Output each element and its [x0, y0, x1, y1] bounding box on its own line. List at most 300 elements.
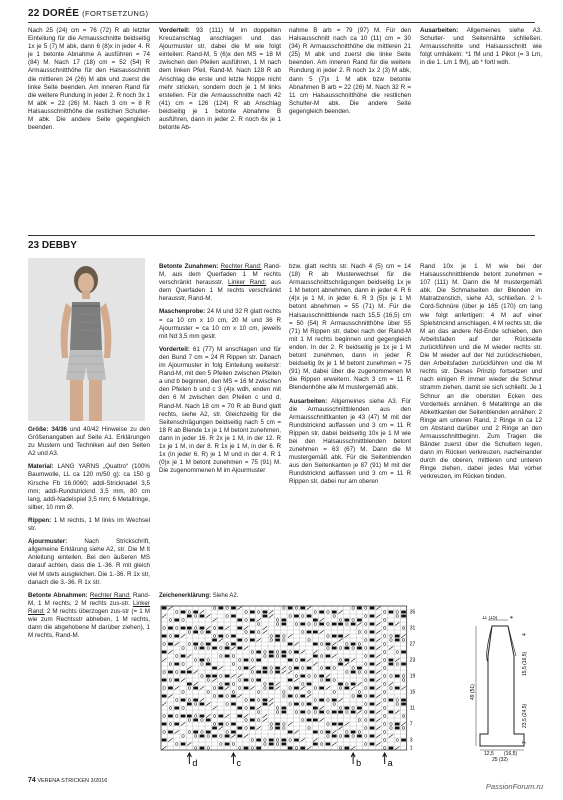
chart-cell-filled [288, 659, 293, 662]
chart-cell-filled [162, 695, 167, 698]
chart-cell-filled [212, 667, 217, 670]
dim-side2: 4 [522, 633, 528, 636]
chart-cell-filled [269, 739, 274, 742]
chart-cell-filled [212, 647, 217, 650]
chart-cell-filled [357, 707, 362, 710]
body-text: Hinweise zu den Größenangaben auf Seite A1. Erklärungen zu Mustern und Techniken auf den Seiten A2 und A3. [28, 426, 150, 458]
chart-cell-filled [275, 727, 280, 730]
chart-cell-filled [187, 703, 192, 706]
chart-cell-filled [256, 651, 261, 654]
chart-cell-filled [219, 607, 224, 610]
page-footer [28, 777, 107, 784]
chart-cell-filled [206, 719, 211, 722]
chart-cell-filled [275, 667, 280, 670]
chart-cell-filled [332, 711, 337, 714]
chart-cell-filled [307, 631, 312, 634]
chart-row-label: 11 [409, 705, 415, 712]
chart-cell-filled [244, 679, 249, 682]
chart-cell-filled [250, 699, 255, 702]
body-text: Rand-M, aus dem Querfaden 1 M rechts verschränkt herausstr. [159, 263, 281, 287]
chart-cell-filled [200, 715, 205, 718]
chart-cell-filled [263, 667, 268, 670]
top-col-4 [420, 27, 542, 72]
chart-cell-filled [401, 651, 406, 654]
chart-cell-filled [250, 727, 255, 730]
chart-cell-filled [345, 687, 350, 690]
section-name: DORÉE [42, 8, 80, 19]
chart-legend [159, 593, 238, 599]
chart-cell-filled [326, 655, 331, 658]
chart-cell-filled [282, 711, 287, 714]
chart-cell-filled [200, 659, 205, 662]
chart-cell-filled [237, 727, 242, 730]
dim-bottom: 12,5 [484, 751, 494, 757]
chart-cell-filled [237, 627, 242, 630]
chart-cell-filled [401, 703, 406, 706]
top-col-2 [159, 27, 281, 137]
model-photo [28, 258, 145, 421]
chart-cell-filled [275, 635, 280, 638]
label-betonte-zunahmen: Betonte Zunahmen: [159, 263, 219, 270]
chart-cell-filled [338, 635, 343, 638]
chart-cell-filled [395, 635, 400, 638]
chart-cell-filled [174, 723, 179, 726]
body-text: Allgemeines siehe A3. Schulter- und Seitennähte schließen. Armausschnitte und Halsausschnitt wie folgt umhäkeln: *1 fM und 1 Pikot (= 3 Lm, in die 1. Lm 1 fM), ab * fortl wdh. [420, 27, 542, 67]
chart-cell-filled [212, 727, 217, 730]
chart-cell-filled [231, 695, 236, 698]
chart-cell-filled [256, 679, 261, 682]
chart-cell-filled [326, 679, 331, 682]
garment-schematic [470, 616, 550, 762]
chart-cell-filled [313, 707, 318, 710]
chart-arrows [187, 753, 392, 768]
chart-cell-filled [370, 655, 375, 658]
chart-cell-filled [370, 719, 375, 722]
chart-cell-filled [345, 707, 350, 710]
chart-cell-filled [231, 703, 236, 706]
chart-cell-filled [332, 611, 337, 614]
label-vorderteil: Vorderteil: [159, 27, 190, 34]
label-rechter-rand: Rechter Rand: [89, 591, 131, 599]
chart-cell-filled [206, 643, 211, 646]
chart-cell-filled [300, 747, 305, 750]
chart-cell-filled [244, 747, 249, 750]
chart-cell-filled [231, 731, 236, 734]
label-groesse: Größe: 34/36 [28, 426, 68, 433]
chart-cell-filled [225, 655, 230, 658]
chart-cell-filled [206, 731, 211, 734]
chart-cell-filled [288, 643, 293, 646]
knitting-chart [159, 604, 429, 782]
chart-cell-filled [300, 607, 305, 610]
body-text: Nach Strickschrift, allgemeine Erklärung siehe A2, str. Die M lt Anleitung einteilen. Bei den äußeren MS darauf achten, dass die 1.-36. R mit gleich viel M stets ausgleichen. Die 1.-36. R 1x str, danach die 3.-36. R 1x str. [28, 538, 150, 586]
chart-cell-filled [300, 659, 305, 662]
chart-cell-filled [389, 611, 394, 614]
body-text: aus dem Querfaden 1 M rechts verschränkt herausstr, Rand-M. [159, 279, 281, 303]
chart-cell-filled [319, 699, 324, 702]
chart-cell-filled [187, 627, 192, 630]
chart-cell-filled [389, 659, 394, 662]
chart-cell-filled [389, 699, 394, 702]
chart-row-label: 31 [409, 625, 416, 632]
section-number: 22 [28, 8, 40, 19]
chart-cell-filled [370, 631, 375, 634]
chart-cell-filled [370, 647, 375, 650]
col-4 [420, 263, 542, 487]
model-photo-illustration [28, 258, 145, 421]
chart-cell-filled [389, 711, 394, 714]
chart-cell-filled [338, 723, 343, 726]
chart-row-label: 19 [409, 673, 416, 680]
chart-cell-filled [294, 667, 299, 670]
chart-cell-filled [332, 635, 337, 638]
section-name: DEBBY [41, 240, 77, 251]
chart-cell-filled [326, 643, 331, 646]
chart-cell-filled [345, 735, 350, 738]
label-ausarbeiten: Ausarbeiten: [420, 27, 459, 34]
chart-cell-filled [395, 723, 400, 726]
chart-cell-filled [256, 747, 261, 750]
chart-cell-filled [338, 683, 343, 686]
chart-cell-filled [181, 743, 186, 746]
chart-row-label: 35 [409, 609, 416, 616]
chart-cell-filled [401, 611, 406, 614]
chart-cell-filled [389, 747, 394, 750]
chart-cell-filled [294, 703, 299, 706]
chart-cell-filled [389, 623, 394, 626]
body-text: nahme B arb = 79 (97) M. Für den Halsausschnitt nach ca 10 (11) cm = 30 (34) R Armausschnitthöhe die mittleren 21 (25) M abk und zuerst die linke Seite beenden. Am inneren Rand für die weitere Rundung in jeder 2. R noch 1x 2 (3) M abk, dann 5 (7)x 1 M abk bzw betonte Abnahmen B arb = 22 (26) M. Nach 32 R = 11 cm Halsausschnitthöhe die restlichen Schulter-M abk. Die andere Seite gegengleich beenden. [289, 27, 411, 115]
chart-cell-filled [244, 667, 249, 670]
label-maschenprobe: Maschenprobe: [159, 308, 206, 316]
chart-cell-filled [162, 651, 167, 654]
chart-cell-filled [294, 651, 299, 654]
label-ajourmuster: Ajourmuster: [28, 538, 68, 546]
chart-cell-filled [345, 659, 350, 662]
chart-cell-filled [212, 639, 217, 642]
chart-cell-filled [401, 699, 406, 702]
dim-bottom2: (16,5) [504, 751, 518, 757]
chart-cell-filled [193, 643, 198, 646]
chart-cell-filled [351, 683, 356, 686]
chart-cell-filled [219, 695, 224, 698]
chart-row-label: 15 [409, 689, 416, 696]
chart-arrow [187, 753, 191, 764]
chart-cell-filled [244, 687, 249, 690]
chart-cell-filled [351, 643, 356, 646]
chart-cell-filled [168, 643, 173, 646]
body-text: bzw. glatt rechts str. Nach 4 (5) cm = 14 (18) R ab Musterwechsel für die Armausschnittschrägungen beidseitig 1x je 1 M betont abnehmen, dann in jeder 4. R 6 (4)x je 1 M, in jeder 6. R 3 (5)x je 1 M betont abnehmen = 55 (71) M. Für die Halsausschnittblende nach 15,5 (16,5) cm = 50 (54) R Armausschnitthöhe über 55 (71) M Rippen str, dabei nach der Rand-M mit 1 M rechts beginnen und gegengleich enden. In der 2. R beidseitig je 1x je 1 M betont zunehmen, dann in jeder R beidseitig 9x je 1 M betont zunehmen = 75 (91) M, dabei über die zugenommenen M die Rippen erweitern. Nach 3 cm = 11 R Blendenhöhe alle M mustergemäß abk. [289, 263, 411, 392]
chart-cell-filled [187, 683, 192, 686]
chart-cell-filled [307, 615, 312, 618]
dim-bottom3: 25 (32) [492, 757, 508, 762]
chart-cell-filled [294, 739, 299, 742]
chart-cell-filled [332, 735, 337, 738]
chart-cell-filled [200, 735, 205, 738]
chart-cell-filled [307, 703, 312, 706]
chart-cell-filled [319, 623, 324, 626]
chart-cell-filled [370, 623, 375, 626]
chart-cell-filled [200, 747, 205, 750]
chart-row-labels [410, 610, 416, 752]
chart-cell-filled [370, 735, 375, 738]
body-text: Rand-M, 1 M rechts, 2 M rechts zus-str. [28, 591, 150, 607]
chart-cell-filled [231, 615, 236, 618]
dim-side: 15,5 (16,5) [522, 651, 528, 676]
chart-row-label: 7 [409, 721, 413, 728]
chart-cell-filled [181, 671, 186, 674]
chart-cell-filled [237, 639, 242, 642]
chart-cell-filled [319, 675, 324, 678]
chart-cell-filled [370, 743, 375, 746]
chart-cell-filled [250, 611, 255, 614]
chart-cell-filled [300, 695, 305, 698]
chart-cell-filled [269, 683, 274, 686]
chart-cell-filled [300, 711, 305, 714]
chart-cell-filled [401, 663, 406, 666]
chart-cell-filled [250, 639, 255, 642]
body-text: 1 M rechts, 1 M links im Wechsel str. [28, 516, 150, 533]
chart-cell-filled [174, 679, 179, 682]
chart-cell-filled [231, 723, 236, 726]
chart-cell-filled [370, 679, 375, 682]
dim-ribbing: 7 [522, 741, 528, 744]
section-title-debby [28, 240, 77, 251]
chart-cell-filled [237, 735, 242, 738]
chart-cell-filled [288, 747, 293, 750]
chart-arrow-letter: b [356, 758, 362, 768]
label-betonte-abnahmen: Betonte Abnahmen: [28, 591, 88, 599]
chart-cell-filled [269, 655, 274, 658]
chart-cell-filled [294, 687, 299, 690]
chart-cell-filled [395, 727, 400, 730]
chart-cell-filled [326, 667, 331, 670]
chart-cell-filled [288, 607, 293, 610]
chart-cell-filled [250, 631, 255, 634]
chart-cell-filled [319, 687, 324, 690]
chart-cell-filled [231, 607, 236, 610]
chart-cell-filled [389, 663, 394, 666]
chart-cell-filled [370, 607, 375, 610]
chart-cell-filled [282, 655, 287, 658]
chart-cell-filled [193, 611, 198, 614]
chart-cell-filled [269, 651, 274, 654]
body-text: Rand 10x je 1 M wie bei der Halsausschnittblende betont zunehmen = 107 (111) M. Dann die M mustergemäß abk. Die Schmalseiten der Blenden im Matratzenstich, siehe A3, schließen. 2 I-Cord-Schnüre (über je 165 (170) cm lang wie folgt anfertigen: 4 M auf einer Spielstricknd anschlagen, 4 M rechts str, die M an das andere Nd-Ende schieben, den Arbeitsfaden auf der Rückseite zurückführen und die M wieder rechts str. Die M wieder auf der Nd zurückschieben, den Arbeitsfaden zurückführen und die M rechts str. Dieses Prinzip fortsetzen und nach einigen R immer wieder die Schnur stramm ziehen, damit sie sich schließt. Je 1 Schnur an die obersten Ecken des Vorderteils annähen. 6 Metallringe an die Abkettkanten der Seitenblenden annähen: 2 Ringe am unteren Rand, 2 Ringe in ca 12 cm Abstand darüber und 2 Ringe an den Armausschnittbeginn. Zum Tragen die Bänder zuerst über die Schultern legen, dann im Rücken verkreuzen, nacheinander durch die oberen, mittleren und unteren Ringe ziehen, dabei jedes Mal vorher verkreuzen, im Rücken binden. [420, 263, 542, 481]
chart-cell-filled [168, 731, 173, 734]
chart-cell-filled [269, 687, 274, 690]
body-text: LANG YARNS „Quattro“ (100% Baumwolle, LL ca 120 m/50 g): ca 150 g Kirsche Fb 16.0060; addi-Stricknadel 3,5 mm; addi-Rundstricknd 3,5 mm, 80 cm lang, addi-Nadelspiel 3,5 mm; 6 Metallringe, silber, 10 mm Ø. [28, 463, 150, 511]
chart-cell-filled [307, 719, 312, 722]
chart-cell-filled [275, 639, 280, 642]
chart-cell-filled [174, 663, 179, 666]
chart-legend-text: Siehe A2. [212, 593, 239, 599]
chart-cell-filled [219, 627, 224, 630]
chart-cell-filled [332, 723, 337, 726]
chart-cell-filled [219, 723, 224, 726]
chart-cell-filled [300, 623, 305, 626]
chart-cell-filled [288, 695, 293, 698]
chart-cell-filled [237, 619, 242, 622]
chart-cell-filled [395, 687, 400, 690]
chart-cell-filled [193, 731, 198, 734]
chart-cell-filled [395, 639, 400, 642]
chart-cell-filled [395, 675, 400, 678]
chart-cell-filled [244, 659, 249, 662]
chart-cell-filled [181, 655, 186, 658]
chart-cell-filled [288, 731, 293, 734]
chart-cell-filled [370, 711, 375, 714]
chart-cell-filled [200, 703, 205, 706]
chart-cell-filled [193, 687, 198, 690]
mid-col [159, 263, 281, 480]
label-rippen: Rippen: [28, 516, 52, 524]
chart-cell-filled [219, 687, 224, 690]
chart-legend-label: Zeichenerklärung: [159, 593, 212, 599]
watermark: PassionForum.ru [485, 782, 543, 791]
chart-cell-filled [319, 711, 324, 714]
section-rule [28, 235, 535, 236]
chart-cell-filled [181, 611, 186, 614]
page-number: 74 [28, 777, 36, 784]
chart-cell-filled [275, 671, 280, 674]
chart-cell-filled [206, 631, 211, 634]
chart-cell-filled [256, 659, 261, 662]
body-text: 2 M rechts überzogen zus-str (= 1 M wie zum Rechtsstr abheben, 1 M rechts, dann die abgehobene M darüber ziehen), 1 M rechts, Rand-M. [28, 607, 150, 640]
chart-cell-filled [263, 671, 268, 674]
chart-cell-filled [319, 611, 324, 614]
chart-cell-filled [256, 671, 261, 674]
chart-cell-filled [212, 735, 217, 738]
section-number: 23 [28, 240, 40, 251]
chart-arrow [383, 753, 387, 764]
section-title-doree [28, 8, 148, 19]
chart-cell-filled [187, 715, 192, 718]
chart-cell-filled [313, 655, 318, 658]
chart-cell-filled [263, 611, 268, 614]
chart-cell-filled [206, 675, 211, 678]
chart-cell-filled [237, 715, 242, 718]
chart-cell-filled [357, 607, 362, 610]
chart-cell-filled [168, 687, 173, 690]
chart-arrow-letter: c [236, 758, 241, 768]
chart-row-label: 1 [409, 745, 413, 752]
chart-cell-filled [370, 703, 375, 706]
chart-cell-filled [225, 683, 230, 686]
chart-cell-filled [338, 663, 343, 666]
body-text: 61 (77) M anschlagen und für den Bund 7 cm = 24 R Rippen str. Danach im Ajourmuster in folg Einteilung weiterstr: Rand-M, mit den 5 Pfeilen zwischen Pfeilen a und b beginnen, den MS = 16 M zwischen den Pfeilen b und c 3 (4)x wdh, enden mit den 6 M zwischen den Pfeilen c und d, Rand-M. Nach 18 cm = 70 R ab Bund glatt rechts, siehe A2, str. Gleichzeitig für die Seitenschrägungen beidseitig nach 5 cm = 18 R ab Blende 1x je 1 M betont zunehmen, dann in jeder 16. R 2x je 1 M, in der 12. R 1x je 1 M, in der 8. R 1x je 1 M, in der 6. R 1x (in jeder 6. R) je 1 M und in der 4. R 1 (0)x je 1 M betont zunehmen = 75 (91) M. Die zugenommenen M im Ajourmuster [159, 345, 281, 475]
section-subtitle: (FORTSETZUNG) [82, 9, 149, 18]
chart-cell-filled [313, 731, 318, 734]
chart-cell-filled [357, 619, 362, 622]
chart-cell-filled [174, 707, 179, 710]
chart-cell-filled [332, 647, 337, 650]
chart-cell-filled [351, 623, 356, 626]
magazine-name: VERENA STRICKEN 3/2016 [37, 778, 108, 784]
chart-cell-filled [313, 719, 318, 722]
chart-cell-filled [206, 663, 211, 666]
body-text: 24 M und 32 R glatt rechts = ca 10 cm x 10 cm, 20 M und 36 R Ajourmuster = ca 10 cm x 10 cm, jeweils mit Nd 3,5 mm gestr. [159, 308, 281, 340]
chart-cell-filled [370, 615, 375, 618]
schematic-outline [480, 626, 524, 746]
top-col-3 [289, 27, 411, 121]
chart-row-label: 27 [409, 641, 416, 648]
chart-cell-filled [313, 631, 318, 634]
chart-cell-filled [219, 715, 224, 718]
chart-cell-filled [225, 647, 230, 650]
chart-cell-filled [193, 631, 198, 634]
chart-cell-filled [162, 635, 167, 638]
chart-arrow [351, 753, 355, 764]
body-text: 93 (111) M im doppelten Kreuzanschlag anschlagen und das Ajourmuster str, dabei die M wie folgt einteilen: Rand-M, 5 (6)x den MS = 18 M zwischen den Pfeilen ausführen, 1 M nach dem linken Pfeil, Rand-M. Nach 128 R ab Anschlag die erste und letzte Noppe nicht mehr stricken, sondern doch je 1 M links erstellen. Für die Armausschnitte nach 42 (41) cm = 126 (124) R ab Anschlag beidseitig je 1 betonte Abnahme B ausführen, dann in jeder 2. R noch 6x je 1 betonte Ab- [159, 27, 281, 132]
chart-cell-filled [357, 647, 362, 650]
chart-cell-filled [370, 663, 375, 666]
chart-cell-filled [250, 719, 255, 722]
chart-cell-filled [338, 623, 343, 626]
chart-cell-filled [326, 743, 331, 746]
chart-cell-filled [294, 615, 299, 618]
chart-arrow-letter: a [387, 758, 393, 768]
chart-cell-filled [237, 647, 242, 650]
label-linker-rand: Linker Rand: [227, 279, 267, 287]
size-rest: und 40/42 [69, 426, 99, 433]
chart-cell-filled [200, 647, 205, 650]
chart-cell-filled [332, 699, 337, 702]
chart-cell-filled [193, 719, 198, 722]
chart-cell-filled [200, 615, 205, 618]
label-rechter-rand: Rechter Rand: [220, 263, 262, 270]
chart-cell-filled [174, 635, 179, 638]
chart-cell-filled [351, 711, 356, 714]
chart-cell-filled [282, 707, 287, 710]
chart-cell-filled [351, 671, 356, 674]
chart-cell-filled [345, 747, 350, 750]
chart-cell-filled [326, 731, 331, 734]
chart-cell-filled [263, 615, 268, 618]
chart-cell-filled [357, 667, 362, 670]
chart-cell-filled [282, 743, 287, 746]
chart-cell-filled [168, 671, 173, 674]
chart-arrow [231, 753, 235, 764]
chart-cell-filled [370, 671, 375, 674]
chart-cell-filled [370, 639, 375, 642]
chart-cell-filled [370, 727, 375, 730]
chart-cell-filled [256, 739, 261, 742]
chart-cell-filled [212, 675, 217, 678]
chart-cell-filled [351, 731, 356, 734]
label-vorderteil: Vorderteil: [159, 345, 190, 353]
col-3 [289, 263, 411, 492]
chart-cell-filled [187, 671, 192, 674]
chart-row-label: 3 [409, 737, 413, 744]
chart-row-label: 23 [409, 657, 416, 664]
chart-cell-filled [168, 715, 173, 718]
chart-cell-filled [250, 707, 255, 710]
chart-cell-filled [370, 695, 375, 698]
dim-top: 11 (15) [482, 616, 498, 621]
label-material: Material: [28, 463, 54, 471]
chart-cell-filled [282, 623, 287, 626]
chart-cell-filled [200, 627, 205, 630]
chart-cell-filled [219, 635, 224, 638]
chart-cell-filled [288, 679, 293, 682]
chart-cell-filled [237, 707, 242, 710]
label-linker-rand: Linker Rand: [28, 599, 150, 615]
chart-cell-filled [269, 743, 274, 746]
chart-cell-filled [174, 619, 179, 622]
chart-arrow-letter: d [192, 758, 198, 768]
header-rule [28, 22, 535, 23]
chart-cell-filled [401, 615, 406, 618]
chart-cell-filled [187, 615, 192, 618]
